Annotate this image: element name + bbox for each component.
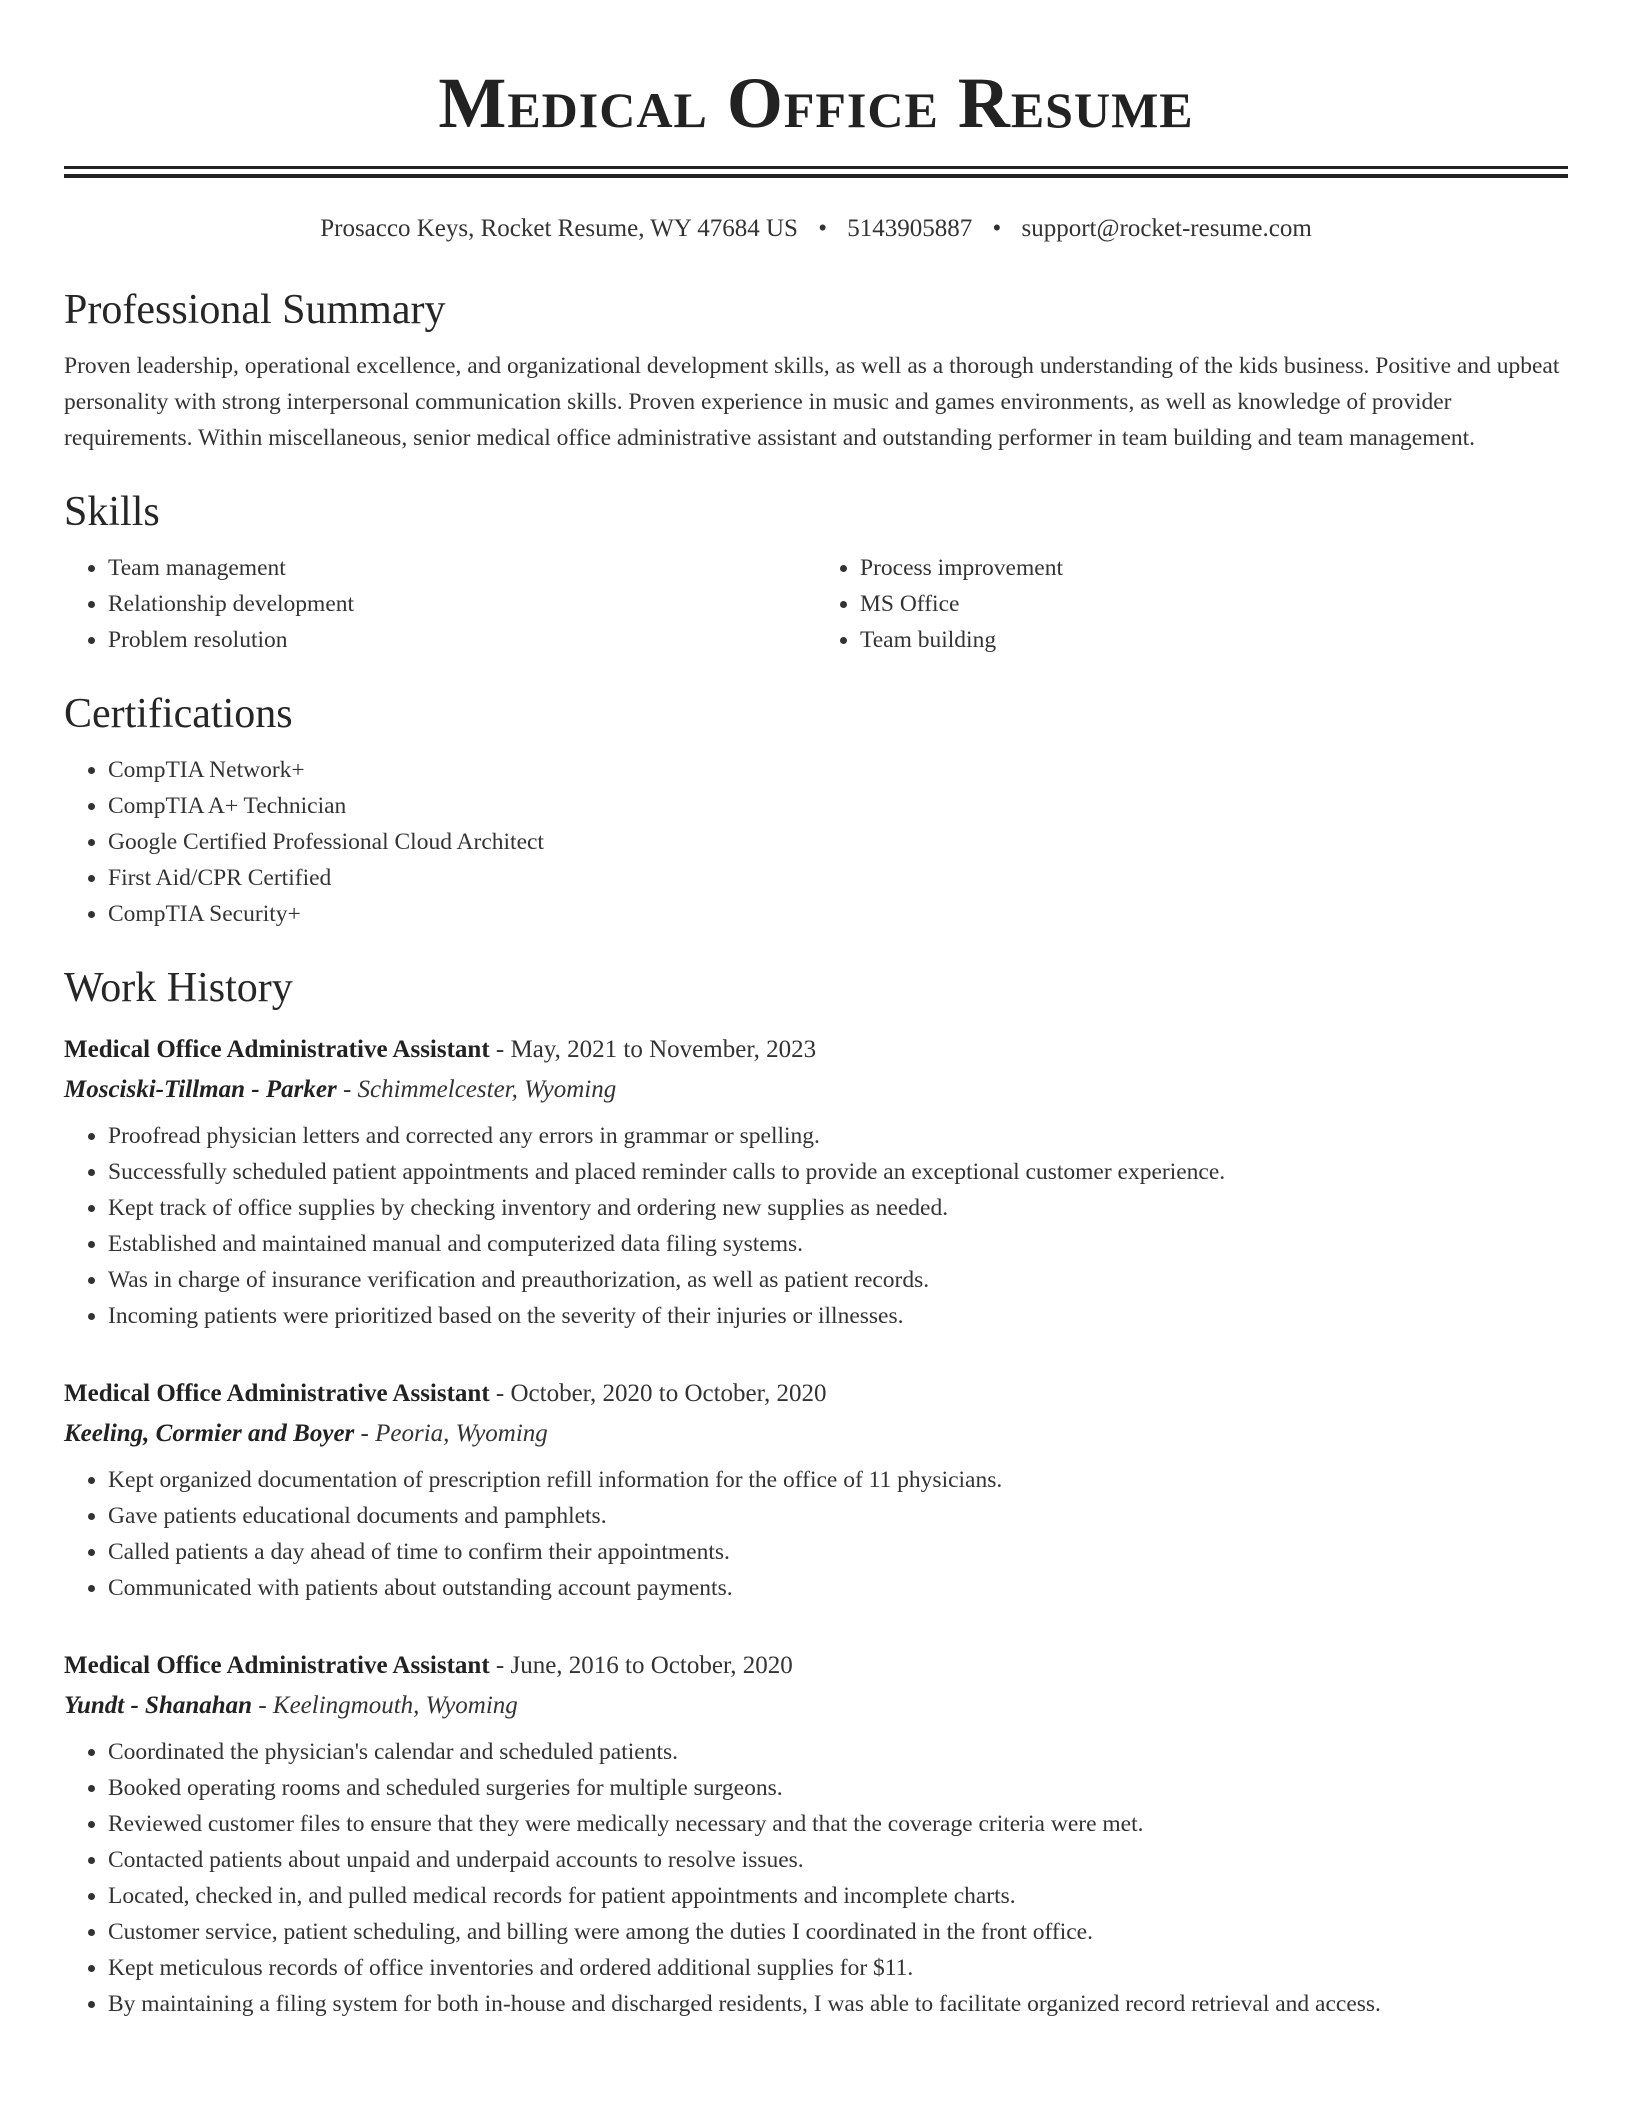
certification-item: • First Aid/CPR Certified [108,860,1568,896]
skill-item: • Team management [108,550,816,586]
job-title-line [64,1030,1568,1070]
job-dash: - [354,1420,376,1447]
job-bullet: • Called patients a day ahead of time to confirm their appointments. [108,1534,1568,1570]
job-company-line [64,1070,1568,1110]
summary-heading: Professional Summary [64,287,446,333]
job-entry [64,1374,1568,1606]
work-history-section [64,962,1568,2022]
certification-item: • Google Certified Professional Cloud Architect [108,824,1568,860]
certification-item: • CompTIA A+ Technician [108,788,1568,824]
job-bullet: • Coordinated the physician's calendar and scheduled patients. [108,1734,1568,1770]
contact-address: Prosacco Keys, Rocket Resume, WY 47684 US [320,215,798,242]
contact-separator: • [992,215,1002,242]
job-bullets [64,1118,1568,1334]
job-location: Schimmelcester, Wyoming [357,1076,617,1103]
job-bullet: • Located, checked in, and pulled medical records for patient appointments and incomplete charts. [108,1878,1568,1914]
job-bullet: • Proofread physician letters and corrected any errors in grammar or spelling. [108,1118,1568,1154]
skills-columns [64,550,1568,658]
job-bullet: • Established and maintained manual and computerized data filing systems. [108,1226,1568,1262]
contact-phone: 5143905887 [847,215,973,242]
job-bullet: • Reviewed customer files to ensure that they were medically necessary and that the coverage criteria were met. [108,1806,1568,1842]
skills-list-right [816,550,1568,658]
job-company: Keeling, Cormier and Boyer [64,1420,355,1447]
certification-item: • CompTIA Network+ [108,752,1568,788]
work-history-heading: Work History [64,965,293,1011]
job-company: Mosciski-Tillman - Parker [64,1076,337,1103]
job-bullet: • Gave patients educational documents and pamphlets. [108,1498,1568,1534]
job-bullet: • Successfully scheduled patient appointments and placed reminder calls to provide an exceptional customer experience. [108,1154,1568,1190]
job-bullets [64,1462,1568,1606]
certifications-section [64,688,1568,932]
job-bullet: • Contacted patients about unpaid and underpaid accounts to resolve issues. [108,1842,1568,1878]
summary-text: Proven leadership, operational excellence, and organizational development skills, as well as a thorough understanding of the kids business. Positive and upbeat personality with strong interpersonal communication skills. Proven experience in music and games environments, as well as knowledge of provider requirements. Within miscellaneous, senior medical office administrative assistant and outstanding performer in team building and team management. [64,353,1560,451]
job-entry [64,1646,1568,2022]
certification-item: • CompTIA Security+ [108,896,1568,932]
contact-line [64,214,1568,244]
skill-item: • Process improvement [860,550,1568,586]
job-title: Medical Office Administrative Assistant [64,1652,490,1679]
contact-email: support@rocket-resume.com [1021,215,1312,242]
skill-item: • Relationship development [108,586,816,622]
job-bullet: • Was in charge of insurance verification and preauthorization, as well as patient records. [108,1262,1568,1298]
job-dash: - [489,1036,511,1063]
job-dash: - [336,1076,358,1103]
job-dates: May, 2021 to November, 2023 [510,1036,817,1063]
job-bullet: • Kept track of office supplies by checking inventory and ordering new supplies as needed. [108,1190,1568,1226]
skills-heading: Skills [64,489,160,535]
skill-item: • MS Office [860,586,1568,622]
job-location: Peoria, Wyoming [375,1420,548,1447]
skills-list-left [64,550,816,658]
job-bullet: • Incoming patients were prioritized based on the severity of their injuries or illnesses. [108,1298,1568,1334]
job-title-line [64,1646,1568,1686]
skills-section [64,486,1568,658]
summary-section [64,284,1568,456]
job-location: Keelingmouth, Wyoming [272,1692,518,1719]
job-dash: - [489,1380,511,1407]
job-bullet: • Kept meticulous records of office inventories and ordered additional supplies for $11. [108,1950,1568,1986]
job-title: Medical Office Administrative Assistant [64,1380,490,1407]
job-title-line [64,1374,1568,1414]
job-company-line [64,1414,1568,1454]
title-rule-top [64,166,1568,169]
skill-item: • Team building [860,622,1568,658]
job-company-line [64,1686,1568,1726]
certifications-list [64,752,1568,932]
job-bullet: • Kept organized documentation of prescription refill information for the office of 11 physicians. [108,1462,1568,1498]
resume-title: Medical Office Resume [438,63,1194,143]
job-entry [64,1030,1568,1334]
job-dates: June, 2016 to October, 2020 [510,1652,793,1679]
job-bullet: • Customer service, patient scheduling, and billing were among the duties I coordinated in the front office. [108,1914,1568,1950]
job-dash: - [489,1652,511,1679]
job-dash: - [252,1692,273,1719]
job-bullet: • Booked operating rooms and scheduled surgeries for multiple surgeons. [108,1770,1568,1806]
job-bullet: • By maintaining a filing system for both in-house and discharged residents, I was able to facilitate organized record retrieval and access. [108,1986,1568,2022]
certifications-heading: Certifications [64,691,293,737]
contact-separator: • [818,215,827,242]
job-company: Yundt - Shanahan [64,1692,253,1719]
skill-item: • Problem resolution [108,622,816,658]
job-title: Medical Office Administrative Assistant [64,1036,490,1063]
job-bullet: • Communicated with patients about outstanding account payments. [108,1570,1568,1606]
job-dates: October, 2020 to October, 2020 [510,1380,827,1407]
job-bullets [64,1734,1568,2022]
title-rule-bottom [64,174,1568,178]
